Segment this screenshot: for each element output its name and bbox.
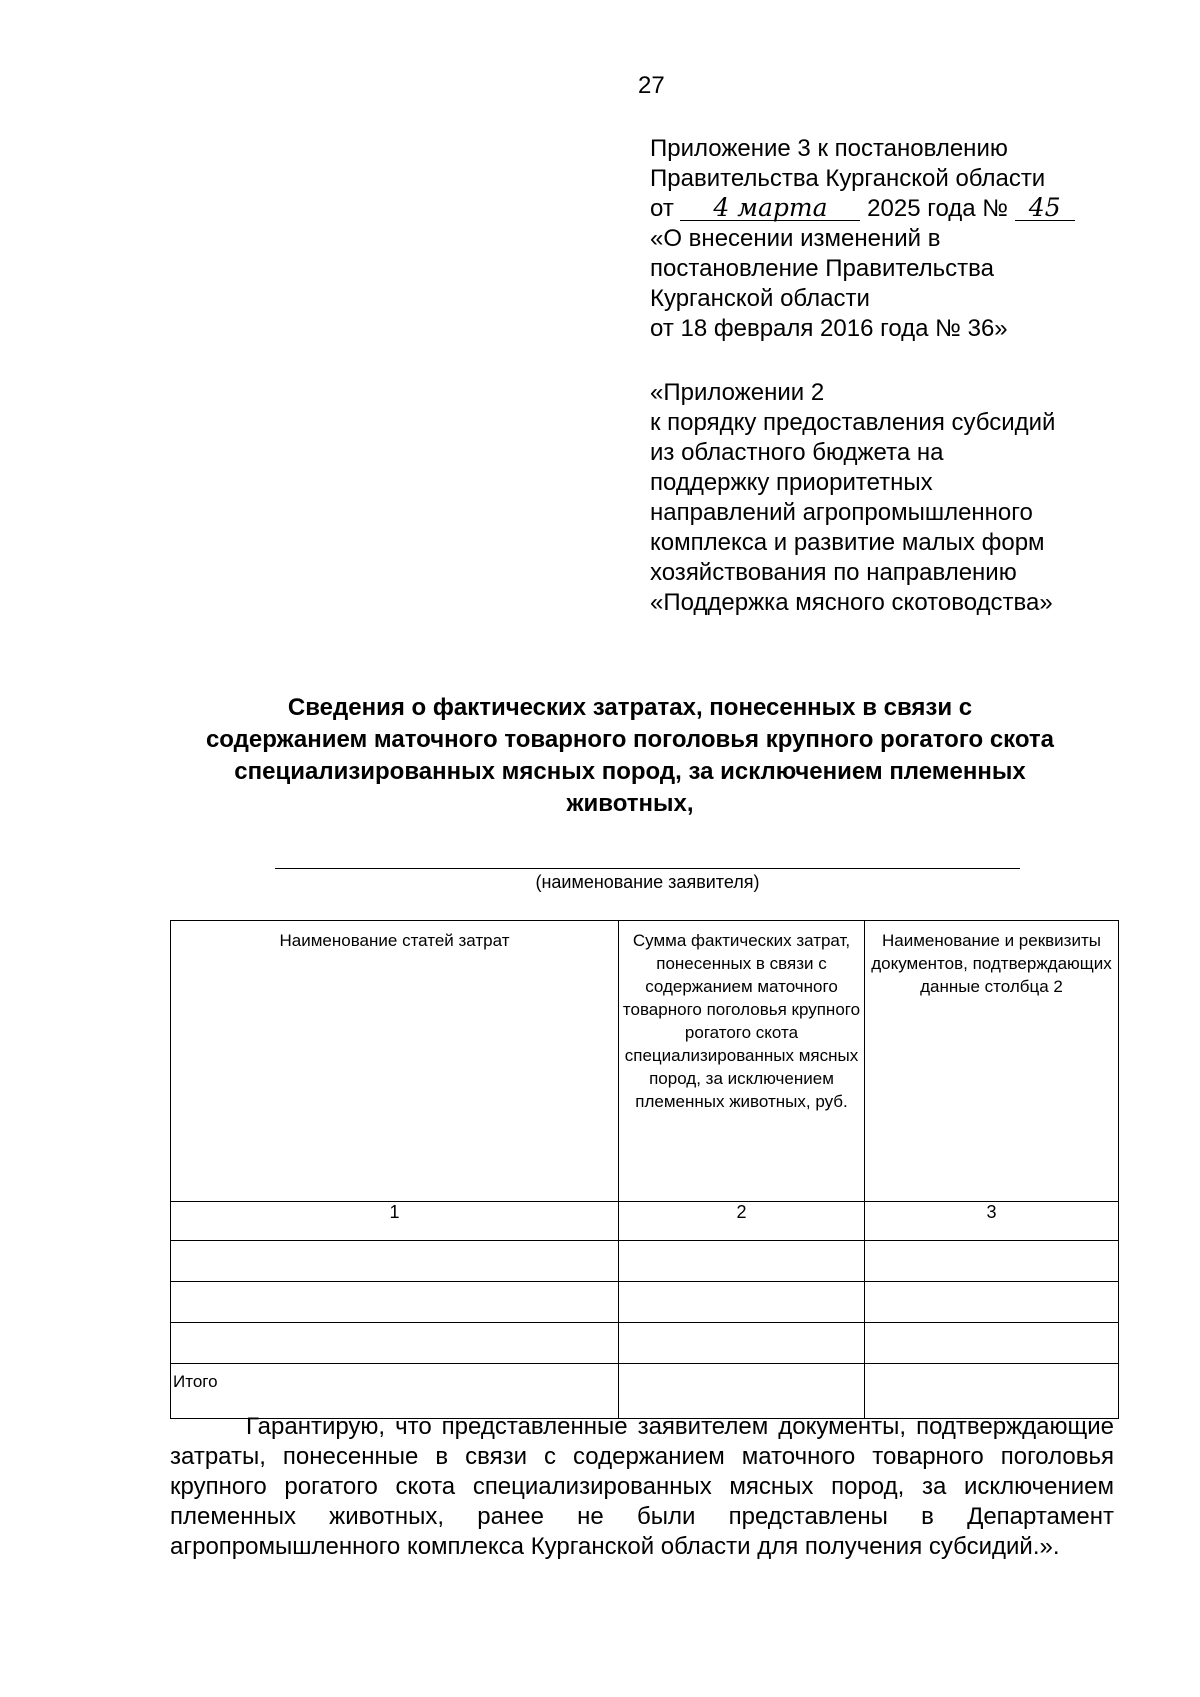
table-cell[interactable] <box>171 1282 619 1323</box>
applicant-name-field[interactable] <box>275 868 1020 869</box>
appendix-header-line: Приложение 3 к постановлению <box>650 135 1008 162</box>
appendix-sub-line: поддержку приоритетных <box>650 469 933 496</box>
document-title-line: животных, <box>566 790 694 817</box>
decree-title-line: постановление Правительства <box>650 255 994 282</box>
table-cell[interactable] <box>619 1241 865 1282</box>
header-cost-items: Наименование статей затрат <box>171 921 619 1202</box>
year-text: 2025 года № <box>867 195 1009 222</box>
appendix-sub-line: хозяйствования по направлению <box>650 559 1017 586</box>
table-row <box>171 1241 1119 1282</box>
date-prefix: от <box>650 195 674 222</box>
table-cell[interactable] <box>619 1323 865 1364</box>
appendix-sub-line: из областного бюджета на <box>650 439 944 466</box>
total-cell[interactable] <box>865 1364 1119 1419</box>
table-cell[interactable] <box>865 1282 1119 1323</box>
table-cell[interactable] <box>171 1323 619 1364</box>
document-title-line: Сведения о фактических затратах, понесенных в связи с <box>287 694 973 721</box>
column-number-row <box>171 1202 1119 1241</box>
decree-date-line <box>650 194 1170 224</box>
cost-table <box>170 920 1119 1419</box>
document-title-line: специализированных мясных пород, за исключением племенных <box>234 758 1026 785</box>
appendix-sub-line: «Приложении 2 <box>650 379 825 406</box>
table-cell[interactable] <box>171 1241 619 1282</box>
table-cell[interactable] <box>619 1282 865 1323</box>
table-row <box>171 1323 1119 1364</box>
table-cell[interactable] <box>865 1241 1119 1282</box>
page-number: 27 <box>638 72 665 99</box>
decree-title-line: от 18 февраля 2016 года № 36» <box>650 315 1008 342</box>
decree-title-line: «О внесении изменений в <box>650 225 941 252</box>
decree-title-line: Курганской области <box>650 285 870 312</box>
appendix-header <box>650 134 1170 344</box>
appendix-sub-line: направлений агропромышленного <box>650 499 1033 526</box>
table-row <box>171 1282 1119 1323</box>
column-number: 2 <box>619 1202 865 1241</box>
header-actual-costs: Сумма фактических затрат, понесенных в связи с содержанием маточного товарного поголовья крупного рогатого скота специализированных мясных пород, за исключением племенных животных, руб. <box>619 921 865 1202</box>
table-cell[interactable] <box>865 1323 1119 1364</box>
appendix-sub-line: к порядку предоставления субсидий <box>650 409 1056 436</box>
appendix-header-line: Правительства Курганской области <box>650 165 1046 192</box>
total-row <box>171 1364 1119 1419</box>
total-label: Итого <box>171 1364 619 1419</box>
total-cell[interactable] <box>619 1364 865 1419</box>
column-number: 1 <box>171 1202 619 1241</box>
document-title <box>160 692 1100 820</box>
applicant-caption: (наименование заявителя) <box>535 872 760 892</box>
appendix-subheader <box>650 378 1170 618</box>
header-supporting-documents: Наименование и реквизиты документов, подтверждающих данные столбца 2 <box>865 921 1119 1202</box>
handwritten-number: 45 <box>1015 196 1075 221</box>
column-number: 3 <box>865 1202 1119 1241</box>
document-title-line: содержанием маточного товарного поголовья крупного рогатого скота <box>205 726 1055 753</box>
appendix-sub-line: комплекса и развитие малых форм <box>650 529 1045 556</box>
table-header-row <box>171 921 1119 1202</box>
handwritten-date: 4 марта <box>680 196 860 221</box>
appendix-sub-line: «Поддержка мясного скотоводства» <box>650 589 1053 616</box>
guarantee-paragraph: Гарантирую, что представленные заявителем документы, подтверждающие затраты, понесенные в связи с содержанием маточного товарного поголовья крупного рогатого скота специализированных мясных пород, за исключением племенных животных, ранее не были представлены в Департамент агропромышленного комплекса Курганской области для получения субсидий.». <box>170 1413 1114 1560</box>
